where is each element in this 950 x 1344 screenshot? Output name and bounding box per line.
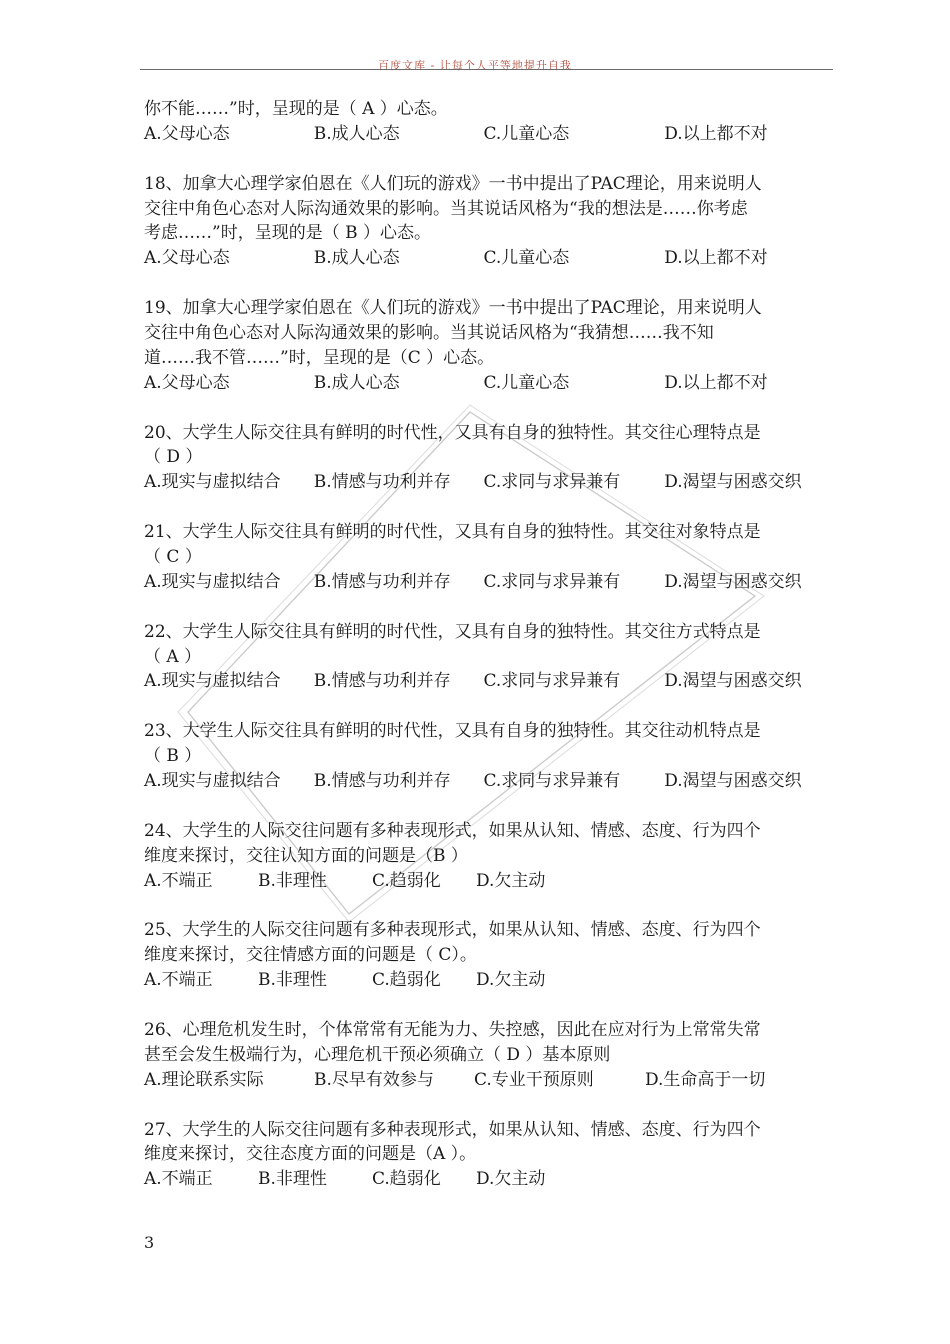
option-a: A.现实与虚拟结合 bbox=[144, 771, 281, 792]
question-text-line: 27、大学生的人际交往问题有多种表现形式，如果从认知、情感、态度、行为四个 bbox=[144, 1119, 761, 1140]
question-text-line: 维度来探讨，交往态度方面的问题是（A ）。 bbox=[144, 1144, 477, 1165]
option-d: D.以上都不对 bbox=[664, 248, 768, 269]
question-block bbox=[144, 1118, 834, 1193]
option-a: A.理论联系实际 bbox=[144, 1069, 264, 1090]
option-row bbox=[144, 968, 834, 993]
option-a: A.父母心态 bbox=[144, 123, 230, 144]
option-row bbox=[144, 1068, 834, 1093]
option-b: B.非理性 bbox=[258, 970, 327, 991]
question-text-line: 维度来探讨，交往情感方面的问题是（ C）。 bbox=[144, 945, 477, 966]
question-block bbox=[144, 296, 834, 396]
option-c: C.儿童心态 bbox=[483, 248, 570, 269]
question-text-line: 维度来探讨，交往认知方面的问题是（B ） bbox=[144, 845, 468, 866]
question-text-line: 交往中角色心态对人际沟通效果的影响。当其说话风格为“我的想法是……你考虑 bbox=[144, 198, 748, 219]
option-a: A.父母心态 bbox=[144, 372, 230, 393]
page-number: 3 bbox=[144, 1233, 155, 1252]
option-row bbox=[144, 246, 834, 271]
option-b: B.非理性 bbox=[258, 1169, 327, 1190]
option-d: D.渴望与困惑交织 bbox=[664, 671, 802, 692]
option-a: A.现实与虚拟结合 bbox=[144, 472, 281, 493]
question-text-line: 25、大学生的人际交往问题有多种表现形式，如果从认知、情感、态度、行为四个 bbox=[144, 920, 761, 941]
option-d: D.欠主动 bbox=[476, 1169, 546, 1190]
question-block bbox=[144, 520, 834, 595]
option-b: B.情感与功利并存 bbox=[313, 671, 451, 692]
question-list bbox=[144, 97, 834, 1192]
option-a: A.不端正 bbox=[144, 1169, 213, 1190]
option-d: D.渴望与困惑交织 bbox=[664, 571, 802, 592]
option-d: D.渴望与困惑交织 bbox=[664, 472, 802, 493]
question-block bbox=[144, 97, 834, 147]
option-b: B.情感与功利并存 bbox=[313, 571, 451, 592]
option-c: C.儿童心态 bbox=[483, 372, 570, 393]
option-row bbox=[144, 371, 834, 396]
question-text-line: 道……我不管……”时，呈现的是（C ）心态。 bbox=[144, 347, 495, 368]
question-text-line: 交往中角色心态对人际沟通效果的影响。当其说话风格为“我猜想……我不知 bbox=[144, 323, 714, 344]
option-c: C.求同与求异兼有 bbox=[483, 671, 621, 692]
question-text-line: 考虑……”时，呈现的是（ B ）心态。 bbox=[144, 223, 431, 244]
question-text-line: （ A ） bbox=[144, 646, 202, 667]
option-b: B.非理性 bbox=[258, 870, 327, 891]
question-block bbox=[144, 719, 834, 794]
page-header: 百度文库 - 让每个人平等地提升自我 bbox=[378, 59, 572, 72]
question-block bbox=[144, 918, 834, 993]
option-row bbox=[144, 122, 834, 147]
question-text-line: （ C ） bbox=[144, 547, 202, 568]
option-c: C.求同与求异兼有 bbox=[483, 571, 621, 592]
question-text-line: 22、大学生人际交往具有鲜明的时代性，又具有自身的独特性。其交往方式特点是 bbox=[144, 621, 761, 642]
option-b: B.成人心态 bbox=[313, 372, 400, 393]
option-row bbox=[144, 869, 834, 894]
question-text-line: 18、加拿大心理学家伯恩在《人们玩的游戏》一书中提出了PAC理论，用来说明人 bbox=[144, 173, 762, 194]
question-text-line: 你不能……”时，呈现的是（ A ）心态。 bbox=[144, 99, 448, 119]
question-text-line: 甚至会发生极端行为，心理危机干预必须确立（ D ）基本原则 bbox=[144, 1044, 611, 1065]
option-d: D.以上都不对 bbox=[664, 123, 768, 144]
option-c: C.儿童心态 bbox=[483, 123, 570, 144]
option-a: A.父母心态 bbox=[144, 248, 230, 269]
option-d: D.生命高于一切 bbox=[645, 1069, 766, 1090]
option-row bbox=[144, 570, 834, 595]
option-a: A.不端正 bbox=[144, 870, 213, 891]
question-text-line: 21、大学生人际交往具有鲜明的时代性，又具有自身的独特性。其交往对象特点是 bbox=[144, 522, 761, 543]
option-b: B.情感与功利并存 bbox=[313, 771, 451, 792]
question-block bbox=[144, 172, 834, 272]
question-text-line: （ D ） bbox=[144, 447, 203, 468]
option-d: D.欠主动 bbox=[476, 870, 546, 891]
option-b: B.成人心态 bbox=[313, 123, 400, 144]
option-c: C.专业干预原则 bbox=[474, 1069, 594, 1090]
question-block bbox=[144, 421, 834, 496]
question-block bbox=[144, 819, 834, 894]
option-row bbox=[144, 470, 834, 495]
question-text-line: 23、大学生人际交往具有鲜明的时代性，又具有自身的独特性。其交往动机特点是 bbox=[144, 721, 761, 742]
option-a: A.不端正 bbox=[144, 970, 213, 991]
question-block bbox=[144, 1018, 834, 1093]
option-a: A.现实与虚拟结合 bbox=[144, 571, 281, 592]
question-text-line: 20、大学生人际交往具有鲜明的时代性，又具有自身的独特性。其交往心理特点是 bbox=[144, 422, 761, 443]
option-row bbox=[144, 1167, 834, 1192]
option-d: D.渴望与困惑交织 bbox=[664, 771, 802, 792]
option-b: B.情感与功利并存 bbox=[313, 472, 451, 493]
option-d: D.以上都不对 bbox=[664, 372, 768, 393]
question-text-line: 24、大学生的人际交往问题有多种表现形式，如果从认知、情感、态度、行为四个 bbox=[144, 820, 761, 841]
question-text-line: 19、加拿大心理学家伯恩在《人们玩的游戏》一书中提出了PAC理论，用来说明人 bbox=[144, 298, 762, 319]
option-c: C.趋弱化 bbox=[372, 870, 441, 891]
question-text-line: 26、心理危机发生时，个体常常有无能为力、失控感，因此在应对行为上常常失常 bbox=[144, 1019, 761, 1040]
option-b: B.尽早有效参与 bbox=[314, 1069, 434, 1090]
option-d: D.欠主动 bbox=[476, 970, 546, 991]
option-row bbox=[144, 669, 834, 694]
option-b: B.成人心态 bbox=[313, 248, 400, 269]
option-a: A.现实与虚拟结合 bbox=[144, 671, 281, 692]
option-row bbox=[144, 769, 834, 794]
option-c: C.趋弱化 bbox=[372, 1169, 441, 1190]
option-c: C.求同与求异兼有 bbox=[483, 472, 621, 493]
question-block bbox=[144, 620, 834, 695]
option-c: C.趋弱化 bbox=[372, 970, 441, 991]
option-c: C.求同与求异兼有 bbox=[483, 771, 621, 792]
question-text-line: （ B ） bbox=[144, 746, 202, 767]
